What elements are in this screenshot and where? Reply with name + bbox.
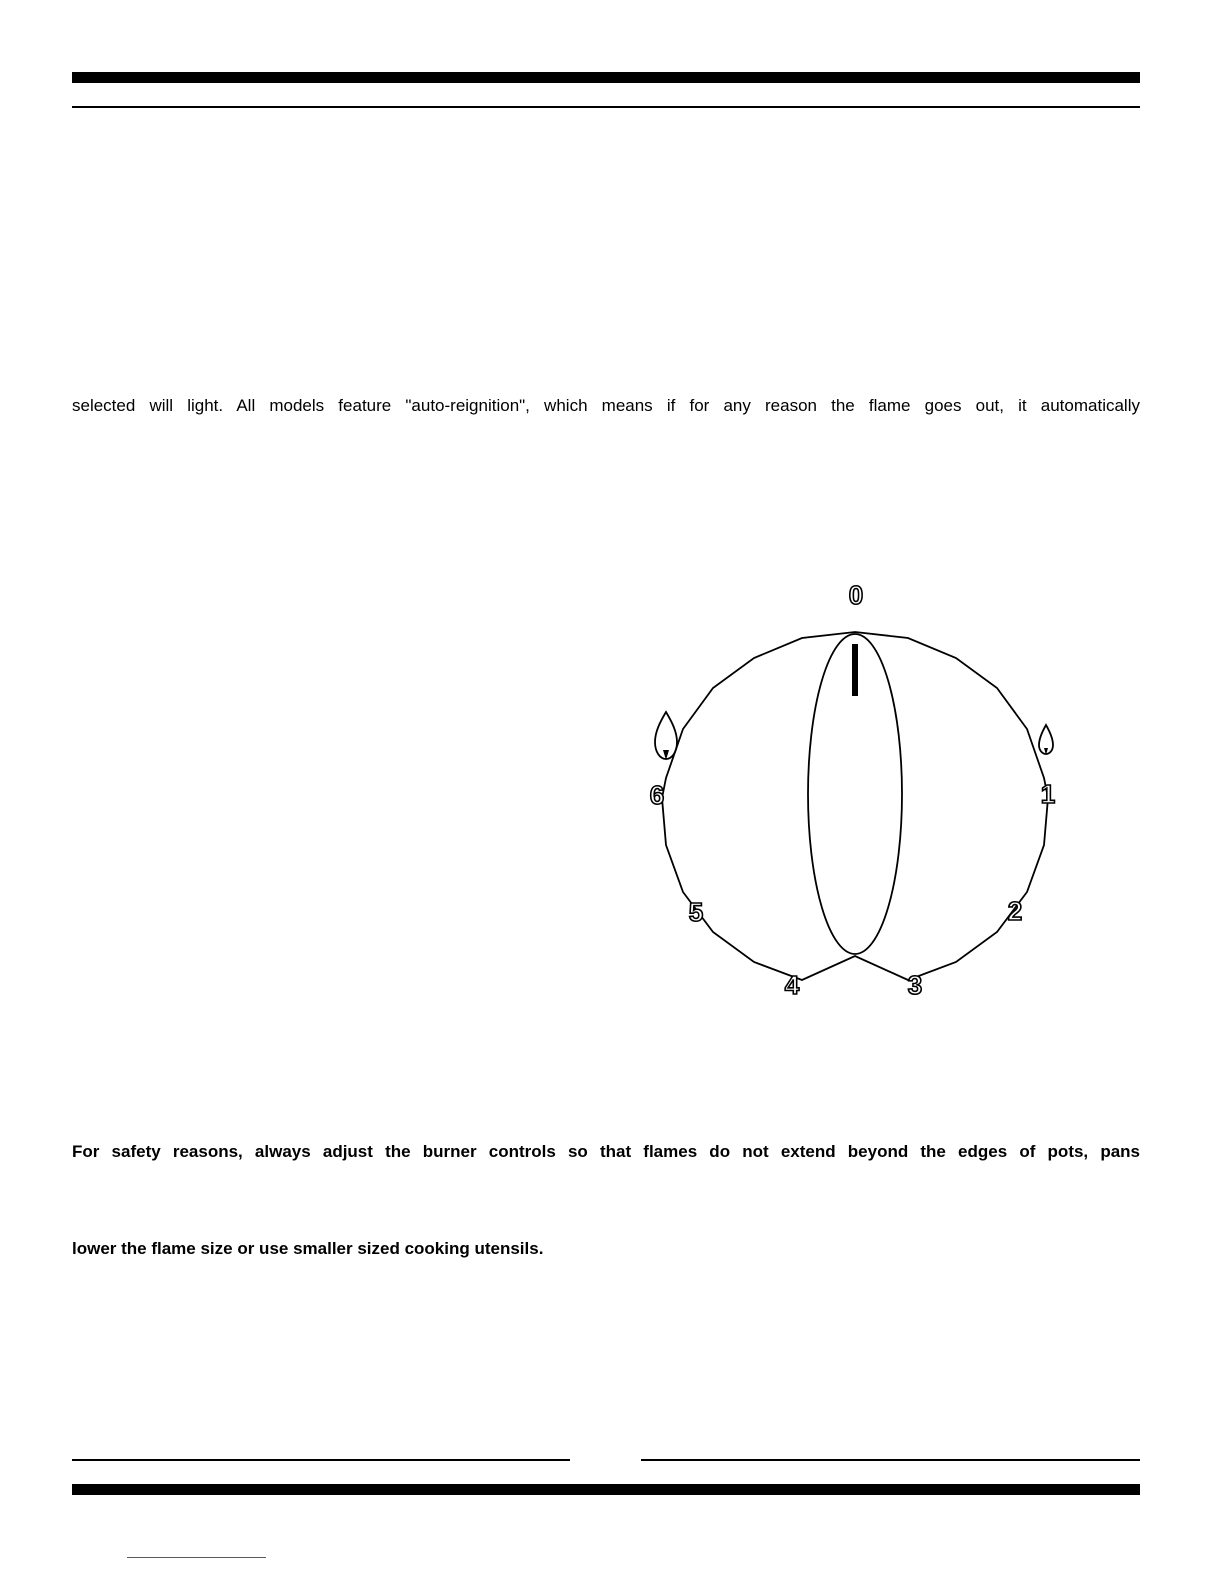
body-text-line: selected will light. All models feature "auto-reignition", which means if for any reason the flame goes out, it automatically [72,396,1140,415]
dial-label-3: 3 [907,970,923,1000]
dial-label-2: 2 [1007,896,1023,926]
safety-note-line-1: For safety reasons, always adjust the burner controls so that flames do not extend beyond the edges of pots, pans [72,1142,1140,1161]
footer-link-underline[interactable] [127,1557,266,1558]
header-thick-rule [72,72,1140,83]
safety-note-line-2: lower the flame size or use smaller sized cooking utensils. [72,1239,544,1258]
footer-thin-rule-left [72,1459,570,1461]
footer-thick-rule [72,1484,1140,1495]
dial-label-5: 5 [688,897,704,927]
footer-thin-rule-right [641,1459,1140,1461]
dial-label-0: 0 [848,580,864,610]
header-thin-rule [72,106,1140,108]
burner-control-dial-diagram [630,570,1070,1010]
dial-indicator-mark [852,644,858,696]
dial-label-4: 4 [784,970,800,1000]
dial-label-1: 1 [1040,779,1056,809]
dial-label-6: 6 [649,780,665,810]
